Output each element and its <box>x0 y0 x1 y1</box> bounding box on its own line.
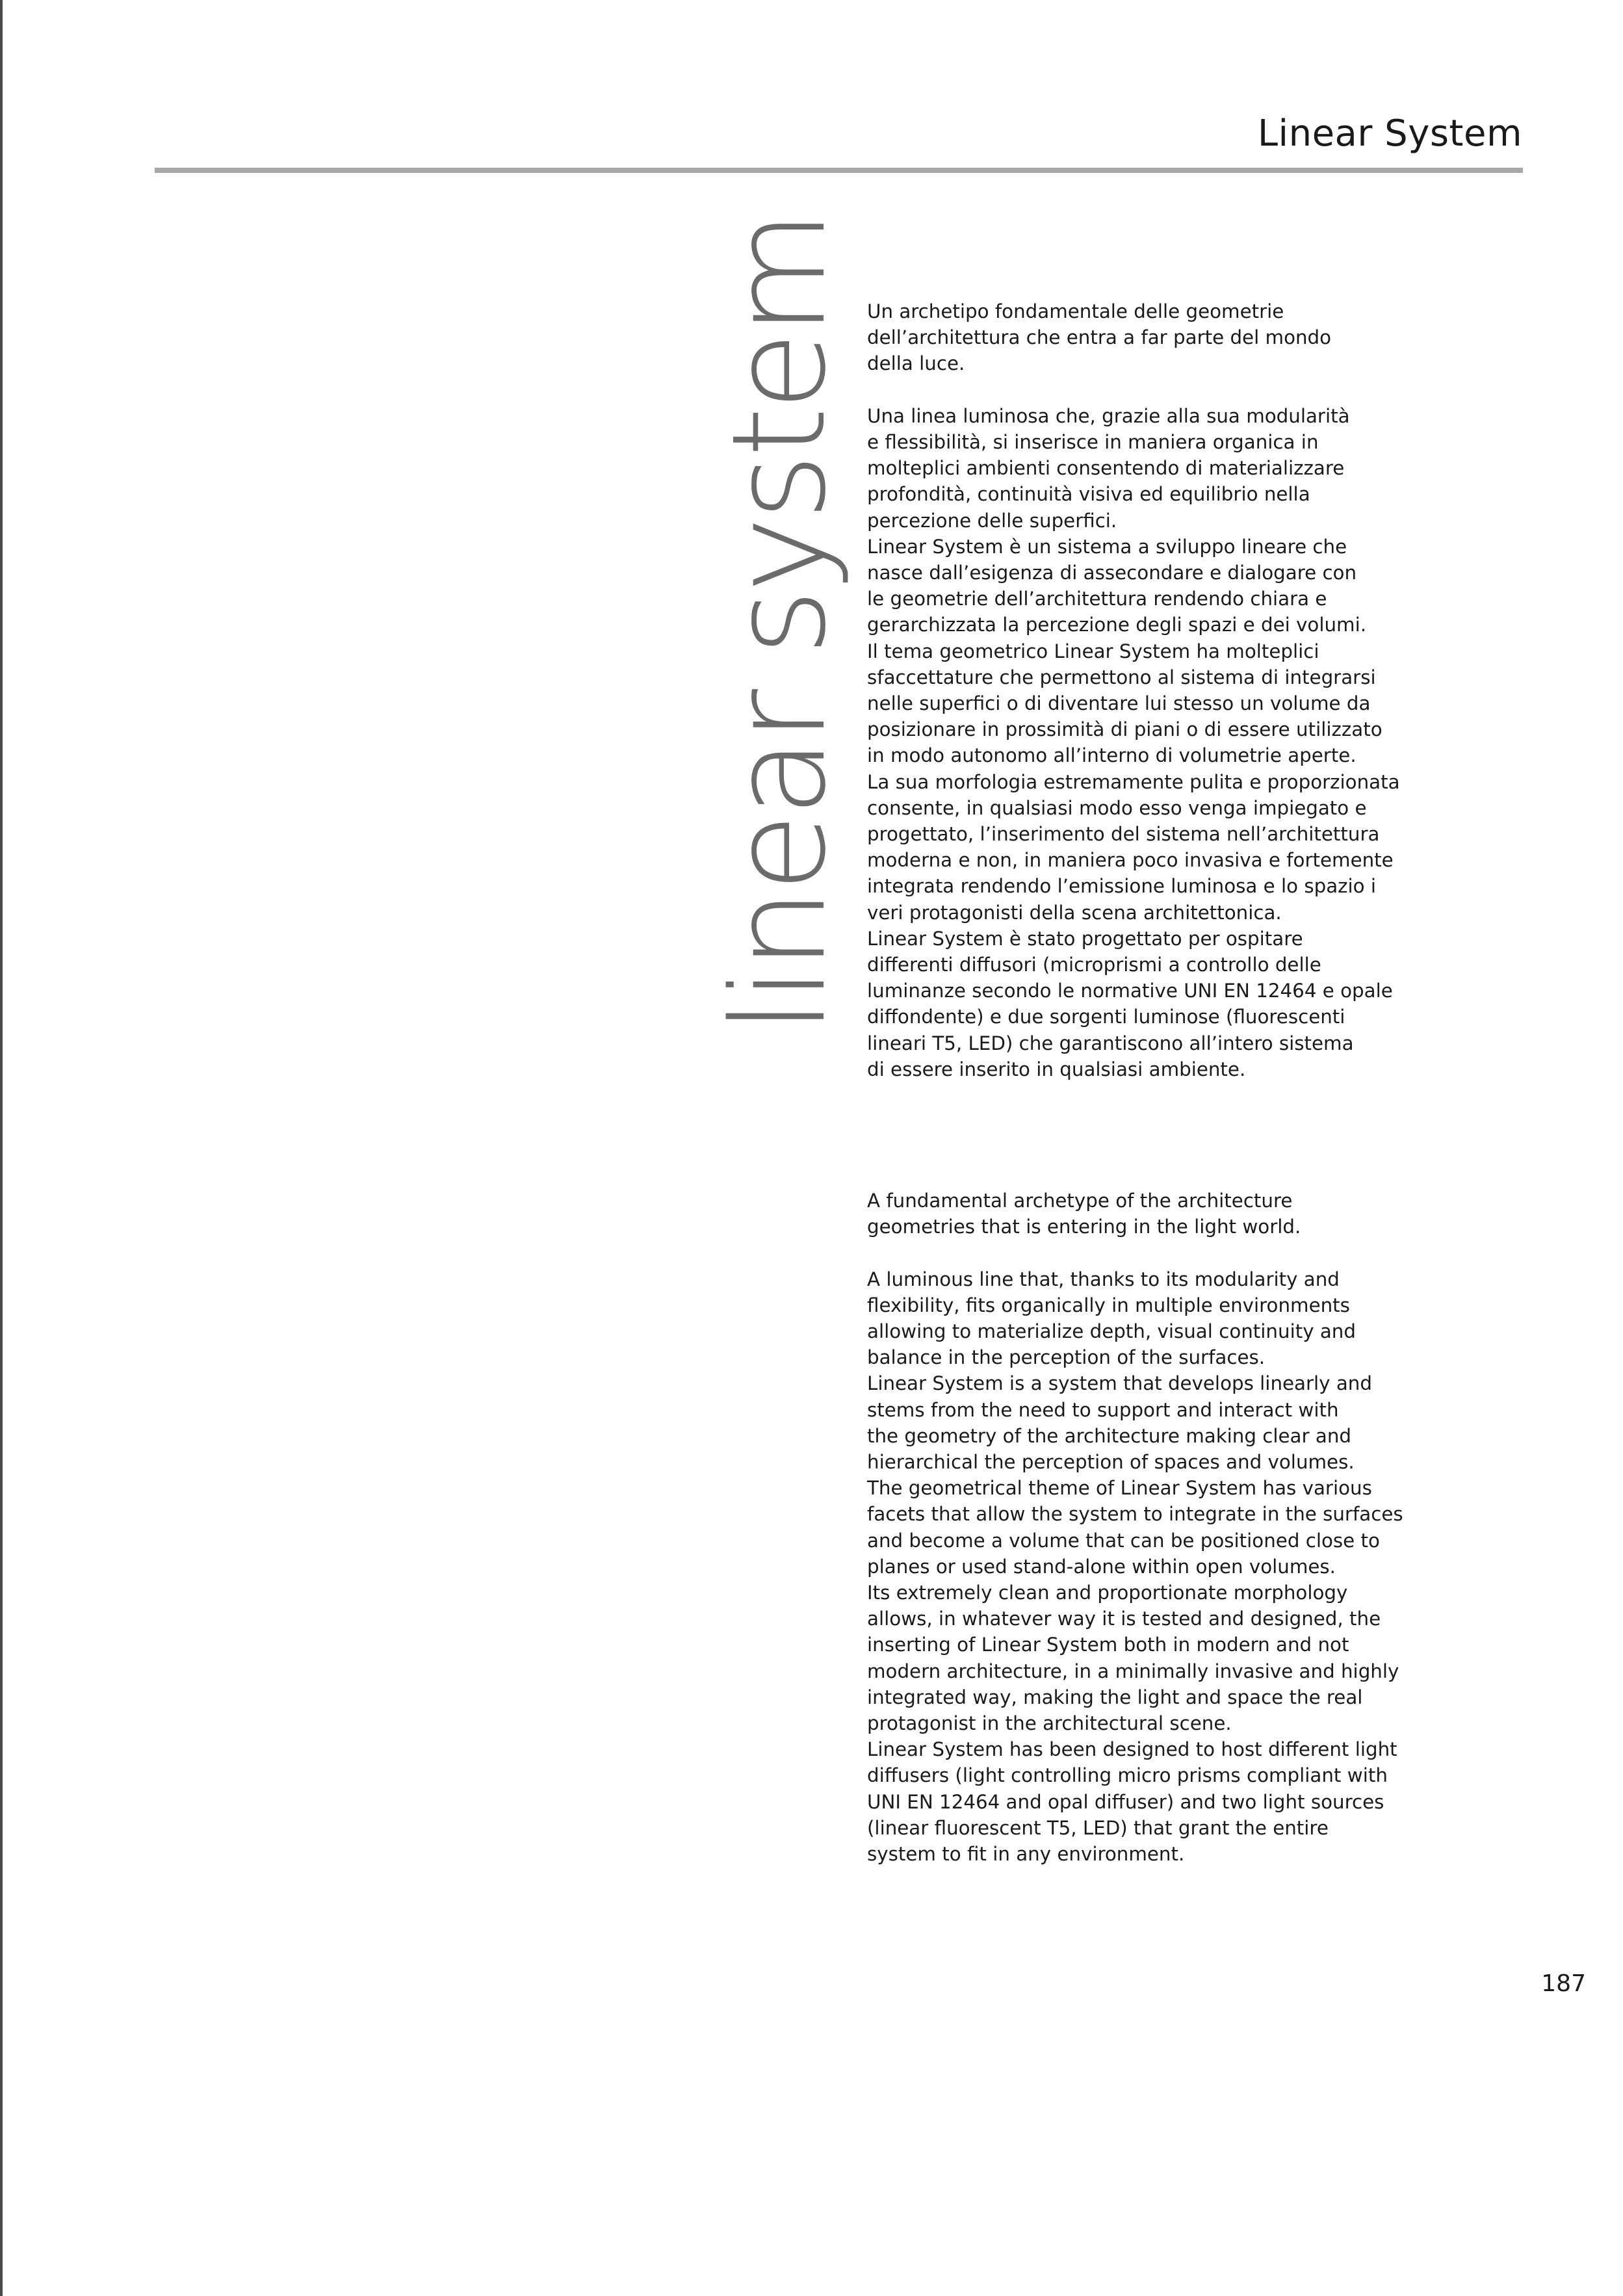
text-line: lineari T5, LED) che garantiscono all’intero sistema <box>867 1032 1354 1054</box>
text-line: luminanze secondo le normative UNI EN 12464 e opale <box>867 980 1393 1002</box>
text-line: dell’architettura che entra a far parte del mondo <box>867 326 1332 349</box>
text-line: della luce. <box>867 352 965 375</box>
text-line: integrata rendendo l’emissione luminosa e lo spazio i <box>867 875 1377 898</box>
text-line: Linear System è stato progettato per ospitare <box>867 927 1303 950</box>
text-line: planes or used stand-alone within open volumes. <box>867 1555 1336 1578</box>
text-line: and become a volume that can be positioned close to <box>867 1529 1380 1552</box>
text-line: le geometrie dell’architettura rendendo chiara e <box>867 588 1327 610</box>
text-line: system to fit in any environment. <box>867 1843 1185 1866</box>
text-line: nasce dall’esigenza di assecondare e dialogare con <box>867 562 1357 584</box>
text-line: sfaccettature che permettono al sistema di integrarsi <box>867 666 1376 688</box>
text-line: inserting of Linear System both in modern and not <box>867 1634 1349 1656</box>
page-binding-edge <box>0 0 3 2296</box>
text-line: A luminous line that, thanks to its modularity and <box>867 1268 1340 1290</box>
text-line: A fundamental archetype of the architecture <box>867 1190 1293 1212</box>
text-line: diffusers (light controlling micro prisms compliant with <box>867 1764 1388 1787</box>
text-line: consente, in qualsiasi modo esso venga impiegato e <box>867 796 1367 819</box>
english-intro-paragraph <box>867 1188 1439 1240</box>
text-line: differenti diffusori (microprismi a controllo delle <box>867 954 1321 976</box>
text-line: e flessibilità, si inserisce in maniera organica in <box>867 431 1319 453</box>
text-line: progettato, l’inserimento del sistema nell’architettura <box>867 823 1380 846</box>
text-line: protagonist in the architectural scene. <box>867 1712 1232 1735</box>
vertical-section-title: linear system <box>704 214 854 1034</box>
text-line: gerarchizzata la percezione degli spazi e dei volumi. <box>867 614 1367 636</box>
italian-intro-paragraph <box>867 298 1439 377</box>
text-line: diffondente) e due sorgenti luminose (fluorescenti <box>867 1006 1345 1028</box>
text-line: moderna e non, in maniera poco invasiva e fortemente <box>867 849 1394 872</box>
text-line: flexibility, fits organically in multiple environments <box>867 1294 1350 1316</box>
text-line: balance in the perception of the surfaces. <box>867 1346 1266 1369</box>
text-line: Linear System is a system that develops linearly and <box>867 1372 1372 1395</box>
text-line: Its extremely clean and proportionate morphology <box>867 1582 1348 1604</box>
text-line: Linear System è un sistema a sviluppo lineare che <box>867 535 1347 558</box>
text-line: veri protagonisti della scena architettonica. <box>867 901 1282 924</box>
text-line: Linear System has been designed to host different light <box>867 1738 1397 1761</box>
text-line: UNI EN 12464 and opal diffuser) and two light sources <box>867 1790 1384 1813</box>
text-line: in modo autonomo all’interno di volumetrie aperte. <box>867 744 1357 767</box>
text-line: percezione delle superfici. <box>867 509 1117 532</box>
text-line: integrated way, making the light and space the real <box>867 1686 1363 1708</box>
text-line: The geometrical theme of Linear System has various <box>867 1477 1372 1500</box>
page-number: 187 <box>1541 1970 1586 1997</box>
text-line: molteplici ambienti consentendo di materializzare <box>867 457 1345 480</box>
text-line: Un archetipo fondamentale delle geometrie <box>867 300 1284 322</box>
header-divider <box>155 168 1523 173</box>
text-line: profondità, continuità visiva ed equilibrio nella <box>867 483 1310 506</box>
italian-text-block <box>867 298 1439 1082</box>
section-title: Linear System <box>1257 112 1522 155</box>
italian-body-paragraph <box>867 403 1439 1082</box>
text-line: allowing to materialize depth, visual continuity and <box>867 1320 1356 1342</box>
text-line: the geometry of the architecture making clear and <box>867 1424 1351 1447</box>
text-line: di essere inserito in qualsiasi ambiente. <box>867 1058 1246 1080</box>
text-line: (linear fluorescent T5, LED) that grant the entire <box>867 1816 1329 1839</box>
text-line: Il tema geometrico Linear System ha molteplici <box>867 640 1319 662</box>
text-line: La sua morfologia estremamente pulita e proporzionata <box>867 770 1400 793</box>
text-line: hierarchical the perception of spaces and volumes. <box>867 1451 1355 1474</box>
english-body-paragraph <box>867 1266 1439 1868</box>
text-line: nelle superfici o di diventare lui stesso un volume da <box>867 692 1371 715</box>
text-line: facets that allow the system to integrate in the surfaces <box>867 1503 1403 1526</box>
text-line: Una linea luminosa che, grazie alla sua modularità <box>867 404 1350 427</box>
text-line: allows, in whatever way it is tested and designed, the <box>867 1608 1381 1630</box>
text-line: posizionare in prossimità di piani o di essere utilizzato <box>867 718 1383 741</box>
text-line: modern architecture, in a minimally invasive and highly <box>867 1660 1399 1682</box>
text-line: geometries that is entering in the light world. <box>867 1216 1301 1238</box>
english-text-block <box>867 1188 1439 1867</box>
text-line: stems from the need to support and interact with <box>867 1398 1339 1421</box>
